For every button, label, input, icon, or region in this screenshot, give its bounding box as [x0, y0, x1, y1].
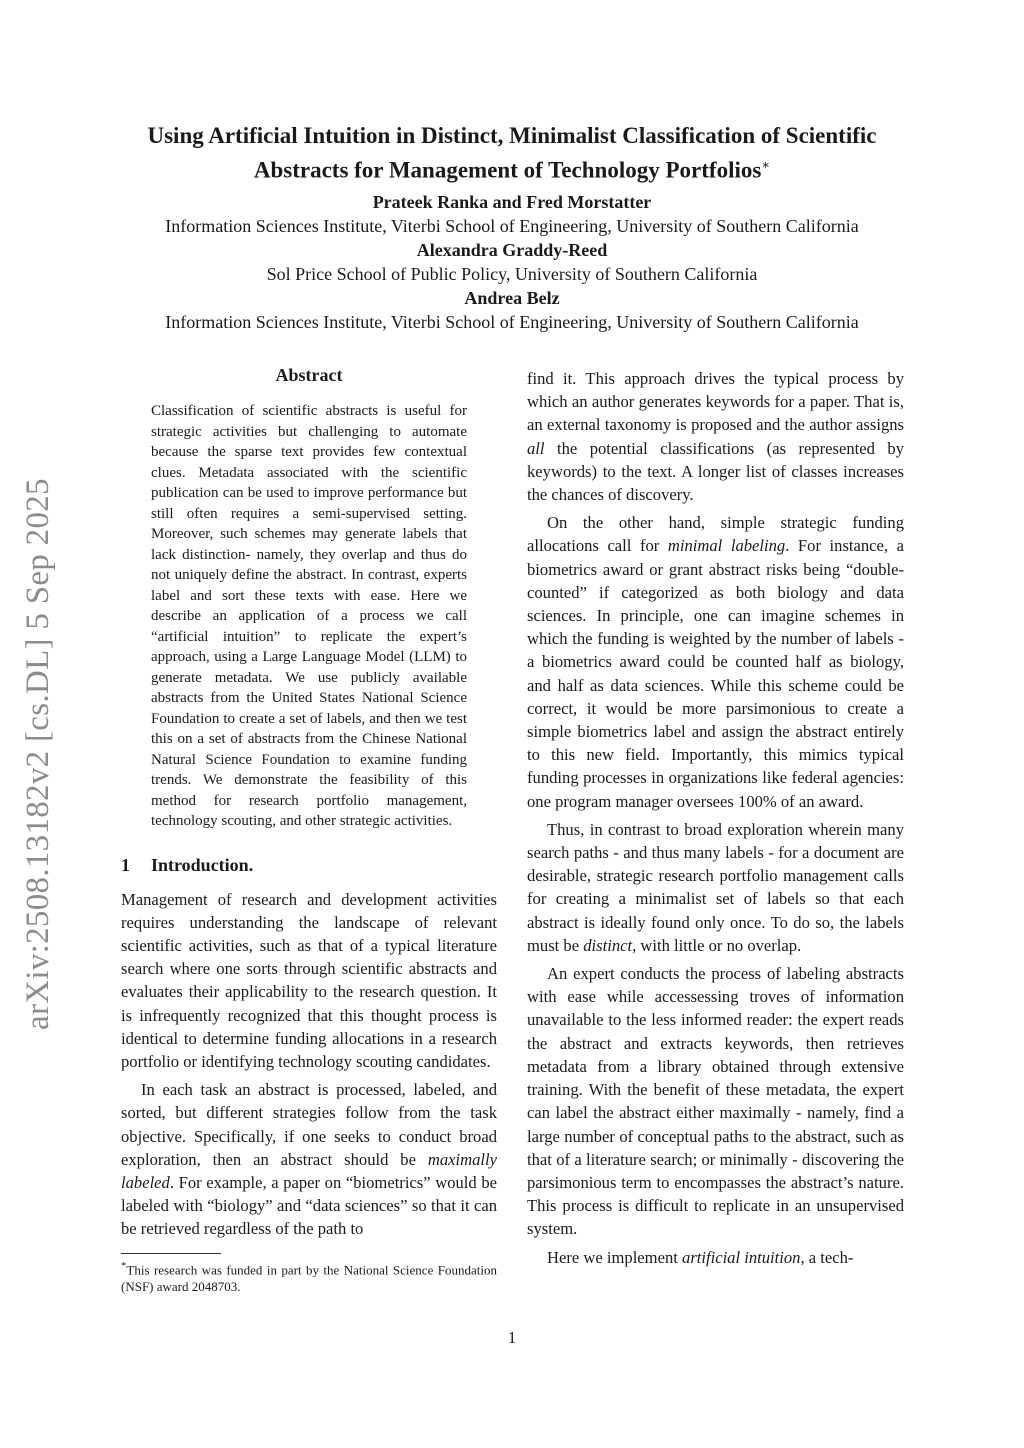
author-names-2: Alexandra Graddy-Reed — [416, 240, 608, 260]
paragraph: On the other hand, simple strategic funding allocations call for minimal labeling. For instance, a biometrics award or grant abstract risks being “double-counted” if categorized as both biology and data sciences. In principle, one can imagine schemes in which the funding is weighted by the number of labels - a biometrics award could be counted half as biology, and half as data sciences. While this scheme could be correct, it would be more parsimonious to create a simple biometrics label and assign the abstract entirely to this new field. Importantly, this mimics typical funding processes in organizations like federal agencies: one program manager oversees 100% of an award. — [527, 513, 904, 811]
intro-left-text — [121, 888, 497, 1241]
section-number: 1 — [121, 854, 130, 875]
arxiv-identifier: arXiv:2508.13182v2 [cs.DL] 5 Sep 2025 — [20, 478, 56, 1030]
title-line-2: Abstracts for Management of Technology Portfolios∗ — [253, 157, 771, 183]
intro-right-text — [527, 367, 904, 1269]
abstract-heading: Abstract — [275, 365, 343, 385]
author-affiliation-2: Sol Price School of Public Policy, University of Southern California — [266, 264, 758, 284]
title-line-1: Using Artificial Intuition in Distinct, Minimalist Classification of Scientific — [147, 123, 877, 148]
footnote: *This research was funded in part by the National Science Foundation (NSF) award 2048703. — [121, 1259, 497, 1294]
abstract-text: Classification of scientific abstracts is useful for strategic activities but challenging to automate because the sparse text provides few contextual clues. Metadata associated with the scientific publication can be used to improve performance but still often requires a semi-supervised setting. Moreover, such schemes may generate labels that lack distinction- namely, they overlap and thus do not uniquely define the abstract. In contrast, experts label and sort these texts with ease. Here we describe an application of a process we call “artificial intuition” to replicate the expert’s approach, using a Large Language Model (LLM) to generate metadata. We use publicly available abstracts from the United States National Science Foundation to create a set of labels, and then we test this on a set of abstracts from the Chinese National Natural Science Foundation to examine funding trends. We demonstrate the feasibility of this method for research portfolio management, technology scouting, and other strategic activities. — [151, 403, 467, 829]
section-heading — [121, 855, 497, 876]
section-title: Introduction. — [151, 854, 254, 875]
page-number: 1 — [507, 1328, 517, 1347]
footnote-divider — [121, 1253, 221, 1254]
author-affiliation-1: Information Sciences Institute, Viterbi School of Engineering, University of Southern California — [165, 216, 859, 236]
paragraph: Management of research and development activities requires understanding the landscape of relevant scientific activities, such as that of a typical literature search where one sorts through scientific abstracts and evaluates their applicability to the research question. It is infrequently recognized that this thought process is identical to determine funding allocations in a research portfolio or identifying technology scouting candidates. — [121, 889, 497, 1071]
author-names-1: Prateek Ranka and Fred Morstatter — [372, 192, 652, 212]
paper-title — [100, 121, 924, 185]
right-column — [527, 367, 904, 1269]
left-column — [121, 365, 497, 1295]
paragraph: In each task an abstract is processed, labeled, and sorted, but different strategies follow from the task objective. Specifically, if one seeks to conduct broad exploration, then an abstract should be maximally labeled. For example, a paper on “biometrics” would be labeled with “biology” and “data sciences” so that it can be retrieved regardless of the path to — [121, 1080, 497, 1239]
paragraph: Thus, in contrast to broad exploration wherein many search paths - and thus many labels - for a document are desirable, strategic research portfolio management calls for creating a minimalist set of labels so that each abstract is ideally found only once. To do so, the labels must be distinct, with little or no overlap. — [527, 819, 904, 955]
paragraph: An expert conducts the process of labeling abstracts with ease while accessessing troves of information unavailable to the less informed reader: the expert reads the abstract and extracts keywords, then retrieves metadata from a library obtained through extensive training. With the benefit of these metadata, the expert can label the abstract either maximally - namely, find a large number of conceptual paths to the abstract, such as that of a literature search; or minimally - discovering the parsimonious term to encompasses the abstract’s nature. This process is difficult to replicate in an unsupervised system. — [527, 964, 904, 1239]
author-names-3: Andrea Belz — [464, 288, 560, 308]
author-block — [40, 190, 984, 334]
paragraph: find it. This approach drives the typical process by which an author generates keywords for a paper. That is, an external taxonomy is proposed and the author assigns all the potential classifications (as represented by keywords) to the text. A longer list of classes increases the chances of discovery. — [527, 369, 904, 505]
title-footnote-marker: ∗ — [761, 157, 771, 172]
paragraph: Here we implement artificial intuition, a tech- — [547, 1247, 854, 1267]
author-affiliation-3: Information Sciences Institute, Viterbi School of Engineering, University of Southern California — [165, 312, 859, 332]
